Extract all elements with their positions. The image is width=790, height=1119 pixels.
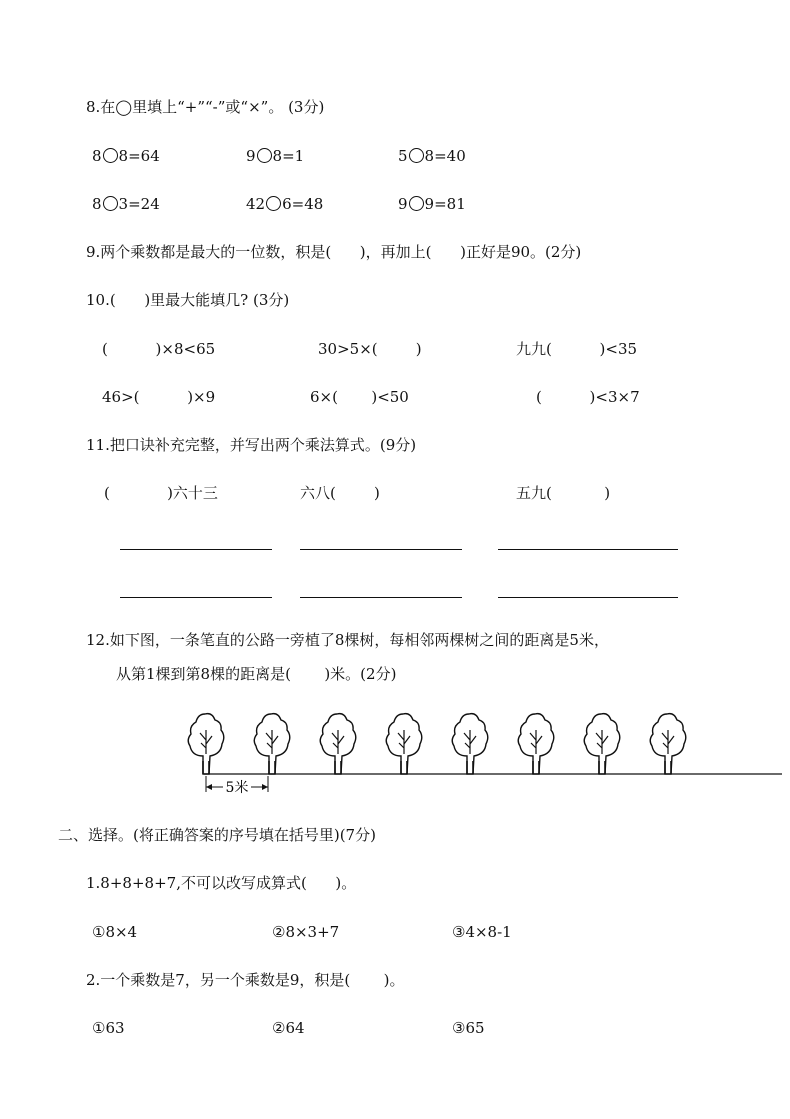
q8-expr-1 [92,146,160,166]
s2-q1-option-3[interactable]: ③4×8-1 [452,923,512,941]
s2-q1-text: 1.8+8+8+7,不可以改写成算式( )。 [86,874,357,892]
q12-line-1: 12.如下图，一条笔直的公路一旁植了8棵树，每相邻两棵树之间的距离是5米， [86,631,609,649]
q8-operand: 9 [398,195,408,213]
blank-circle[interactable] [409,196,424,211]
blank-circle[interactable] [266,196,281,211]
q10-item-5: 6×( )<50 [310,388,409,406]
s2-q2-option-2[interactable]: ②64 [272,1019,305,1037]
s2-q2-option-1[interactable]: ①63 [92,1019,125,1037]
q8-operand: 9 [246,147,256,165]
q9-text: 9.两个乘数都是最大的一位数，积是( )，再加上( )正好是90。(2分) [86,243,582,261]
q11-item-3: 五九( ) [516,484,611,502]
tree-icon [386,714,422,774]
tree-icon [650,714,686,774]
tree-icon [584,714,620,774]
q10-item-3: 九九( )<35 [516,340,638,358]
q11-item-2: 六八( ) [300,484,380,502]
q8-expr-3 [398,146,466,166]
tree-icon [320,714,356,774]
q8-rest: 9=81 [424,195,466,213]
s2-q1-option-2[interactable]: ②8×3+7 [272,923,340,941]
blank-circle[interactable] [409,148,424,163]
spacing-label: 5米 [225,780,249,796]
s2-q2-text: 2.一个乘数是7，另一个乘数是9，积是( )。 [86,971,405,989]
q8-rest: 8=40 [424,147,466,165]
answer-line[interactable] [498,549,678,550]
tree-icon [254,714,290,774]
q10-item-2: 30>5×( ) [318,340,422,358]
q8-rest: 8=64 [118,147,160,165]
q11-item-1: ( )六十三 [104,484,218,502]
q8-rest: 6=48 [282,195,324,213]
section2-title: 二、选择。(将正确答案的序号填在括号里)(7分) [58,826,376,844]
tree-row [188,714,686,774]
q8-expr-5 [246,194,323,214]
blank-circle[interactable] [103,148,118,163]
answer-line[interactable] [300,597,462,598]
q8-operand: 42 [246,195,266,213]
q8-title: 8.在◯里填上“+”“-”或“×”。 (3分) [86,98,325,116]
q8-rest: 8=1 [272,147,305,165]
blank-circle[interactable] [257,148,272,163]
arrow-right-icon [262,784,268,790]
s2-q2-option-3[interactable]: ③65 [452,1019,485,1037]
q8-expr-6 [398,194,466,214]
blank-circle[interactable] [103,196,118,211]
q10-item-1: ( )×8<65 [102,340,216,358]
tree-icon [452,714,488,774]
q10-item-4: 46>( )×9 [102,388,216,406]
answer-line[interactable] [498,597,678,598]
q8-expr-2 [246,146,304,166]
q10-item-6: ( )<3×7 [536,388,640,406]
answer-line[interactable] [300,549,462,550]
tree-icon [188,714,224,774]
q8-operand: 5 [398,147,408,165]
q8-expr-4 [92,194,160,214]
s2-q1-option-1[interactable]: ①8×4 [92,923,138,941]
tree-road-figure [180,706,790,802]
q8-rest: 3=24 [118,195,160,213]
q8-operand: 8 [92,195,102,213]
arrow-left-icon [206,784,212,790]
answer-line[interactable] [120,597,272,598]
answer-line[interactable] [120,549,272,550]
q8-operand: 8 [92,147,102,165]
tree-icon [518,714,554,774]
q12-line-2: 从第1棵到第8棵的距离是( )米。(2分) [116,665,397,683]
q11-title: 11.把口诀补充完整，并写出两个乘法算式。(9分) [86,436,417,454]
q10-title: 10.( )里最大能填几? (3分) [86,291,290,309]
